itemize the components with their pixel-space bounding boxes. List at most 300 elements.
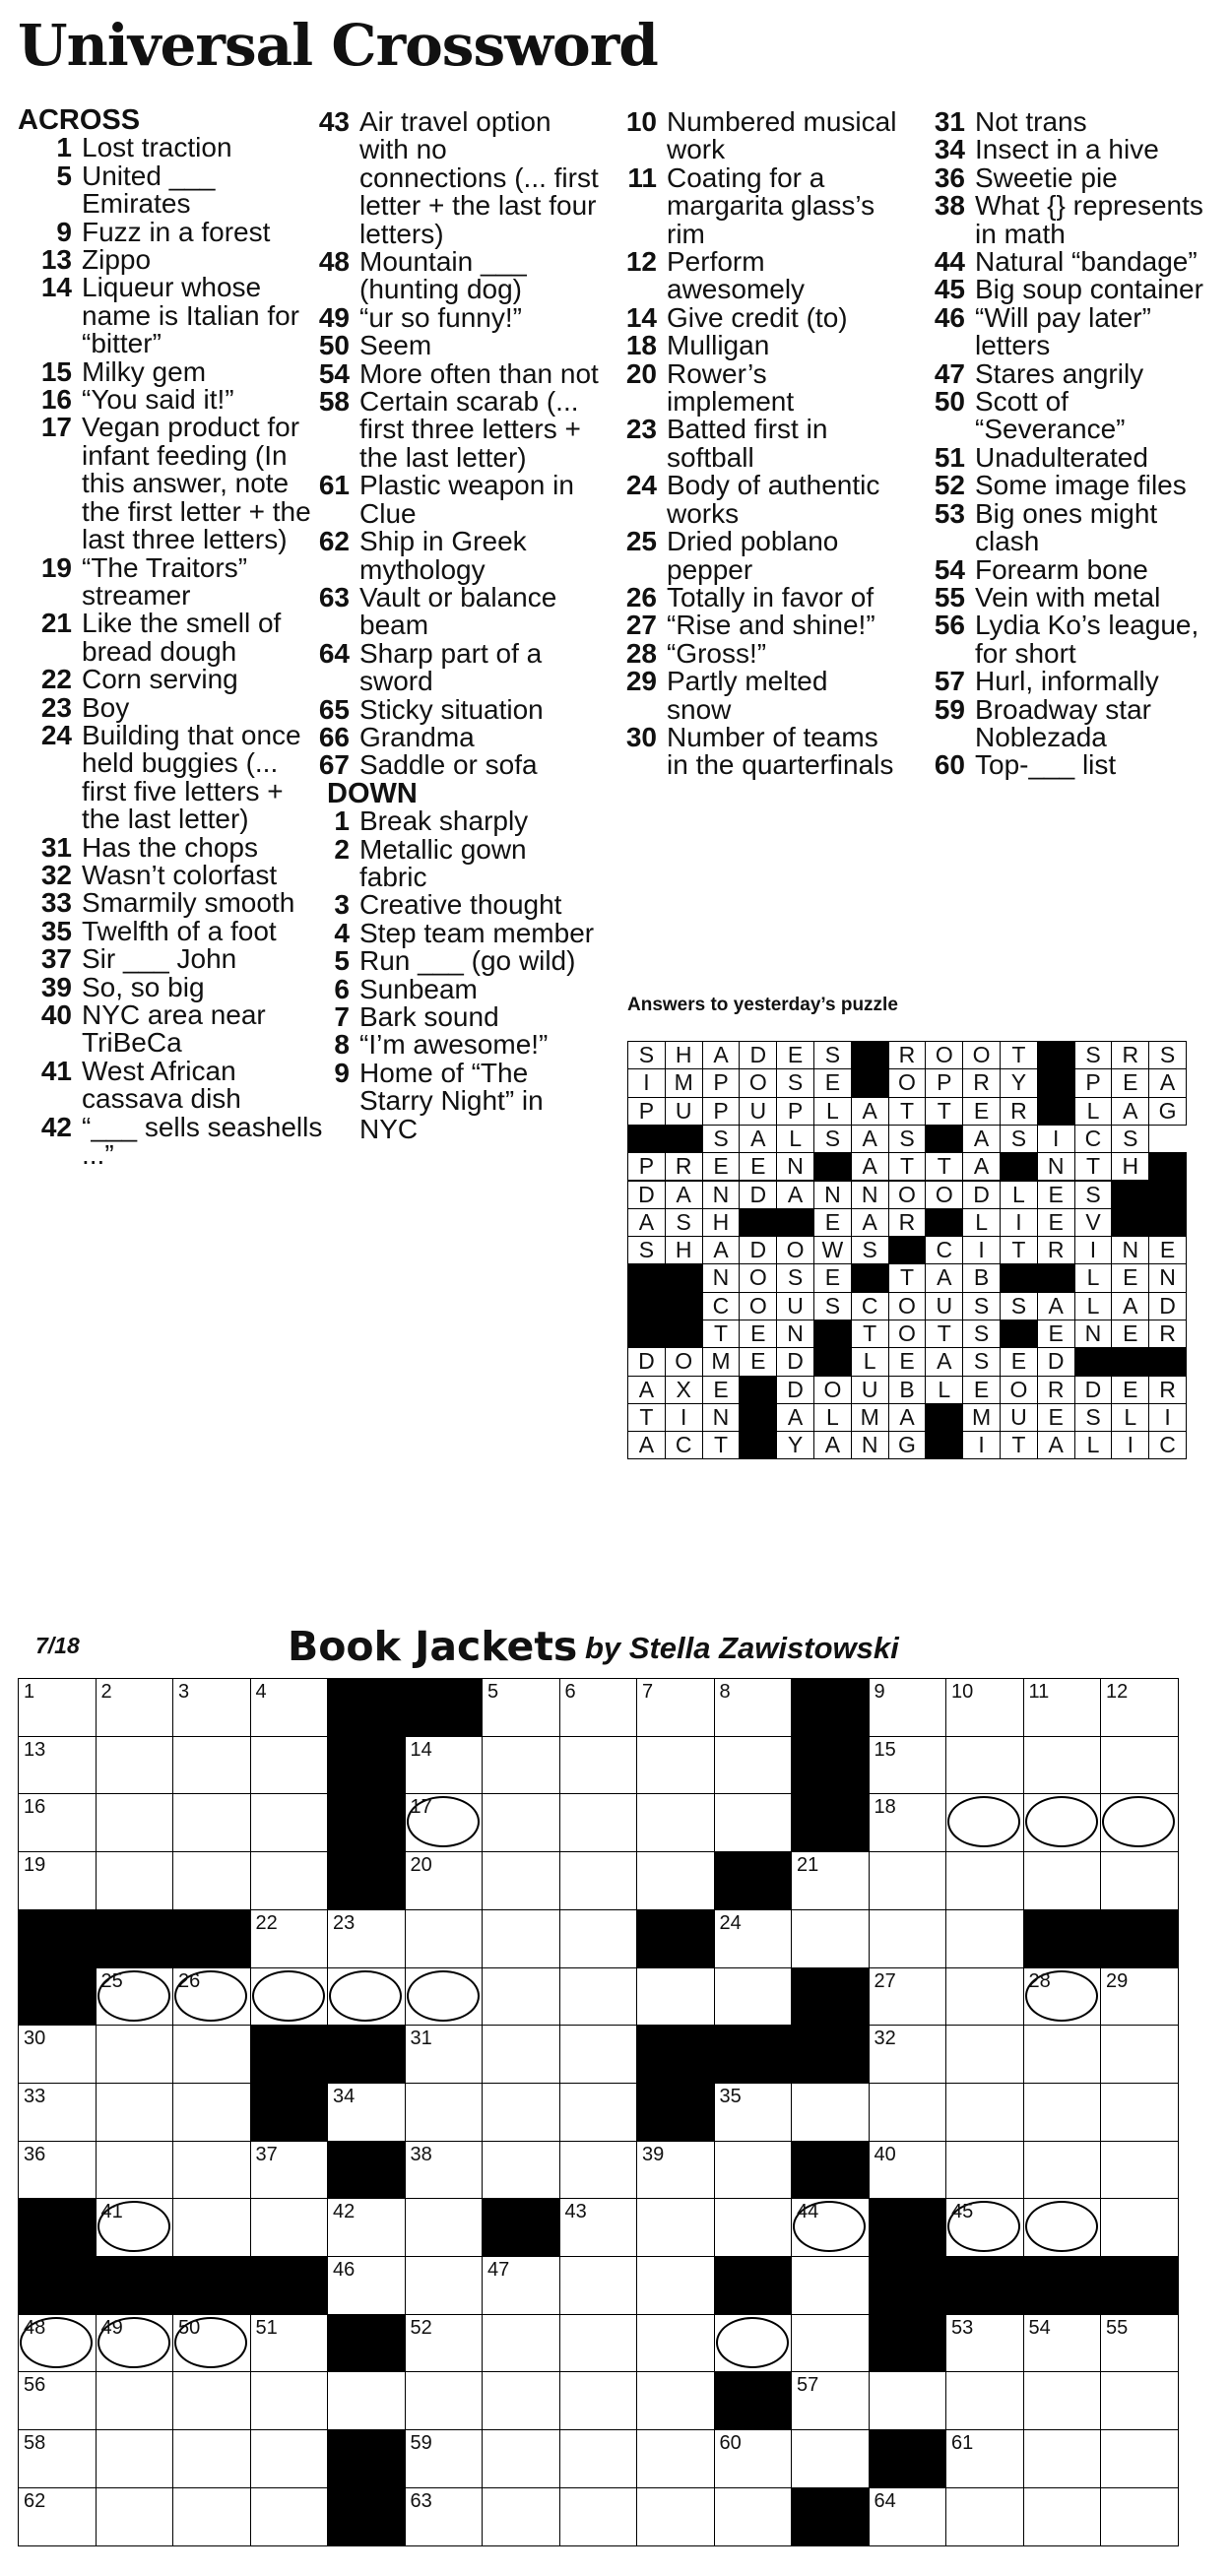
answer-cell: T [925,1152,963,1181]
across-clue [18,889,323,917]
down-clue [295,1057,601,1144]
grid-cell[interactable] [482,1736,560,1795]
grid-cell[interactable] [945,2025,1024,2084]
grid-cell[interactable] [869,2025,947,2084]
grid-cell[interactable] [1023,1967,1102,2027]
clue-number: 16 [40,384,72,416]
clue-number: 2 [334,833,350,865]
grid-cell[interactable] [405,2429,484,2488]
clue-text: Seem [359,330,432,361]
grid-cell[interactable] [172,2487,251,2546]
grid-cell[interactable] [1023,2025,1102,2084]
answer-cell: A [888,1403,927,1432]
clue-text: Natural “bandage” [975,246,1198,278]
answer-cell: O [925,1041,963,1069]
grid-cell[interactable] [18,2083,97,2142]
answer-cell: I [1037,1125,1075,1153]
grid-cell[interactable] [559,2314,638,2373]
answer-cell: E [1037,1403,1075,1432]
grid-cell[interactable] [869,2487,947,2546]
grid-cell[interactable] [96,2025,174,2084]
grid-cell[interactable] [482,1793,560,1852]
answer-cell: O [1000,1376,1038,1404]
clue-number: 38 [934,190,965,222]
grid-cell[interactable] [250,2371,329,2430]
cell-number: 22 [255,1911,278,1934]
grid-cell[interactable] [250,2314,329,2373]
grid-cell[interactable] [1023,2487,1102,2546]
clue-text: So, so big [82,971,205,1002]
answer-cell: L [1074,1292,1113,1320]
grid-cell[interactable] [250,1678,329,1737]
grid-cell[interactable] [714,1967,793,2027]
grid-cell[interactable] [1100,2198,1179,2257]
grid-cell[interactable] [559,2429,638,2488]
grid-cell[interactable] [405,1967,484,2027]
grid-cell[interactable] [791,2314,870,2373]
cell-number: 57 [797,2374,819,2397]
answer-cell: S [962,1292,1001,1320]
grid-cell[interactable] [482,1967,560,2027]
grid-cell[interactable] [482,2025,560,2084]
grid-cell[interactable] [945,2429,1024,2488]
grid-cell[interactable] [96,1967,174,2027]
answer-black-cell [813,1347,852,1376]
grid-cell[interactable] [559,2487,638,2546]
grid-cell[interactable] [1100,2314,1179,2373]
grid-cell[interactable] [96,1736,174,1795]
down-clue [911,612,1226,668]
grid-cell[interactable] [636,2256,715,2315]
grid-cell[interactable] [1023,2314,1102,2373]
grid-cell[interactable] [559,2083,638,2142]
cell-number: 30 [24,2028,46,2050]
answer-cell: A [851,1152,889,1181]
grid-cell[interactable] [405,2256,484,2315]
grid-cell[interactable] [405,2314,484,2373]
answer-cell: P [702,1097,741,1126]
grid-cell[interactable] [405,1736,484,1795]
across-clue [18,666,323,693]
grid-cell[interactable] [405,1909,484,1968]
grid-cell[interactable] [714,2141,793,2200]
black-square [636,1909,715,1968]
grid-cell[interactable] [1100,1851,1179,1910]
grid-cell[interactable] [96,2487,174,2546]
grid-cell[interactable] [482,2429,560,2488]
grid-cell[interactable] [791,1909,870,1968]
grid-cell[interactable] [945,1736,1024,1795]
grid-cell[interactable] [636,1793,715,1852]
answer-cell: L [813,1097,852,1126]
circle-mark [1025,2201,1098,2252]
clue-text: Milky gem [82,355,207,387]
answer-black-cell [1111,1347,1149,1376]
grid-cell[interactable] [1023,1793,1102,1852]
grid-cell[interactable] [172,1736,251,1795]
grid-cell[interactable] [482,1909,560,1968]
grid-cell[interactable] [1023,2083,1102,2142]
clue-number: 19 [40,551,72,583]
grid-cell[interactable] [172,2141,251,2200]
grid-cell[interactable] [327,2371,406,2430]
grid-cell[interactable] [172,1793,251,1852]
answer-cell: O [739,1292,777,1320]
grid-cell[interactable] [945,1851,1024,1910]
grid-cell[interactable] [791,2429,870,2488]
down-clue [911,136,1226,163]
answer-cell: N [1148,1263,1187,1292]
grid-cell[interactable] [250,1851,329,1910]
clue-text: Top-___ list [975,749,1117,781]
clue-number: 51 [934,441,965,473]
clue-text: “___ sells seashells ...” [82,1111,323,1171]
grid-cell[interactable] [172,2198,251,2257]
grid-cell[interactable] [405,2083,484,2142]
grid-cell[interactable] [869,1909,947,1968]
answer-cell: D [627,1347,666,1376]
grid-cell[interactable] [172,1851,251,1910]
grid-cell[interactable] [405,1793,484,1852]
grid-cell[interactable] [1023,2429,1102,2488]
clue-text: Metallic gown fabric [359,833,527,892]
grid-cell[interactable] [559,2025,638,2084]
answer-cell: O [665,1347,703,1376]
grid-cell[interactable] [714,1736,793,1795]
cell-number: 21 [797,1854,819,1877]
grid-cell[interactable] [636,1851,715,1910]
answer-cell: E [739,1347,777,1376]
black-square [18,2198,97,2257]
grid-cell[interactable] [1100,1967,1179,2027]
grid-cell[interactable] [1100,2371,1179,2430]
clue-number: 17 [40,412,72,443]
answer-cell: E [1111,1376,1149,1404]
cell-number: 64 [874,2489,896,2512]
grid-cell[interactable] [714,2487,793,2546]
grid-cell[interactable] [636,2371,715,2430]
grid-cell[interactable] [945,2198,1024,2257]
grid-cell[interactable] [96,1678,174,1737]
grid-cell[interactable] [636,1967,715,2027]
black-square [791,1793,870,1852]
down-clue [603,612,898,639]
grid-cell[interactable] [482,2371,560,2430]
answer-black-cell [888,1236,927,1264]
grid-cell[interactable] [714,1909,793,1968]
answer-cell: M [702,1347,741,1376]
grid-cell[interactable] [1100,2487,1179,2546]
grid-cell[interactable] [1100,1793,1179,1852]
grid-cell[interactable] [172,2371,251,2430]
down-clue [295,1031,601,1059]
grid-cell[interactable] [172,2025,251,2084]
clue-text: Vault or balance beam [359,581,557,641]
grid-cell[interactable] [250,1793,329,1852]
across-clue [295,332,601,359]
grid-cell[interactable] [945,1909,1024,1968]
clue-text: Creative thought [359,889,562,921]
grid-cell[interactable] [482,2314,560,2373]
grid-cell[interactable] [1100,2083,1179,2142]
grid-cell[interactable] [636,2429,715,2488]
grid-cell[interactable] [250,2429,329,2488]
grid-cell[interactable] [405,2371,484,2430]
grid-cell[interactable] [869,1967,947,2027]
grid-cell[interactable] [945,2487,1024,2546]
grid-cell[interactable] [559,1736,638,1795]
across-clue [18,386,323,414]
down-clue [295,833,601,892]
grid-cell[interactable] [18,2141,97,2200]
answer-cell: N [702,1181,741,1209]
answer-cell: S [665,1208,703,1237]
grid-cell[interactable] [18,1678,97,1737]
clue-number: 54 [934,553,965,585]
answer-cell: A [925,1347,963,1376]
grid-cell[interactable] [172,1678,251,1737]
grid-cell[interactable] [791,2256,870,2315]
clue-text: Vein with metal [975,581,1161,612]
answer-cell: R [665,1152,703,1181]
black-square [1023,2256,1102,2315]
grid-cell[interactable] [791,2371,870,2430]
circle-mark [716,2317,789,2368]
grid-cell[interactable] [1100,2429,1179,2488]
clue-number: 27 [625,610,657,641]
grid-cell[interactable] [482,2256,560,2315]
grid-cell[interactable] [1100,1736,1179,1795]
grid-cell[interactable] [945,2371,1024,2430]
grid-cell[interactable] [18,2371,97,2430]
grid-cell[interactable] [559,2141,638,2200]
clue-text: Zippo [82,244,152,276]
grid-cell[interactable] [172,2429,251,2488]
grid-cell[interactable] [96,2371,174,2430]
grid-cell[interactable] [250,2487,329,2546]
grid-cell[interactable] [945,2083,1024,2142]
grid-cell[interactable] [96,2429,174,2488]
answer-black-cell [925,1403,963,1432]
grid-cell[interactable] [714,1678,793,1737]
grid-cell[interactable] [791,2198,870,2257]
grid-cell[interactable] [172,1967,251,2027]
grid-cell[interactable] [636,2314,715,2373]
grid-cell[interactable] [18,2314,97,2373]
grid-cell[interactable] [869,2083,947,2142]
grid-cell[interactable] [96,2314,174,2373]
grid-cell[interactable] [405,2198,484,2257]
black-square [869,2256,947,2315]
answer-cell: O [888,1068,927,1097]
grid-cell[interactable] [559,2256,638,2315]
grid-cell[interactable] [714,2314,793,2373]
answer-black-cell [1000,1152,1038,1181]
clue-text: Mountain ___ (hunting dog) [359,246,527,305]
answer-cell: S [813,1292,852,1320]
clue-text: Building that once held buggies (... first five letters + the last letter) [82,719,301,835]
grid-cell[interactable] [405,1851,484,1910]
grid-cell[interactable] [714,2198,793,2257]
grid-cell[interactable] [250,1736,329,1795]
grid-cell[interactable] [482,1678,560,1737]
grid-cell[interactable] [1100,1678,1179,1737]
clue-number: 31 [934,106,965,137]
answer-cell: S [962,1320,1001,1348]
grid-cell[interactable] [945,1678,1024,1737]
grid-cell[interactable] [18,1851,97,1910]
grid-cell[interactable] [636,1736,715,1795]
grid-cell[interactable] [559,2198,638,2257]
grid-cell[interactable] [482,2487,560,2546]
answer-cell: D [776,1376,814,1404]
grid-cell[interactable] [945,2314,1024,2373]
answer-cell: E [739,1152,777,1181]
answer-black-cell [1000,1263,1038,1292]
grid-cell[interactable] [636,2141,715,2200]
grid-cell[interactable] [1023,1736,1102,1795]
grid-cell[interactable] [96,2141,174,2200]
grid-cell[interactable] [172,2314,251,2373]
grid-cell[interactable] [18,2025,97,2084]
grid-cell[interactable] [1100,2141,1179,2200]
clue-number: 9 [334,1057,350,1088]
across-column-2 [295,108,601,1143]
grid-cell[interactable] [96,2198,174,2257]
circle-mark [1025,1796,1098,1847]
grid-cell[interactable] [250,2141,329,2200]
grid-cell[interactable] [869,1793,947,1852]
grid-cell[interactable] [945,2141,1024,2200]
black-square [18,1967,97,2027]
grid-cell[interactable] [1023,1678,1102,1737]
answer-cell: S [962,1347,1001,1376]
clue-number: 21 [40,608,72,639]
grid-cell[interactable] [869,1678,947,1737]
grid-cell[interactable] [18,1736,97,1795]
clue-text: Home of “The Starry Night” in NYC [359,1057,544,1144]
grid-cell[interactable] [327,2083,406,2142]
answer-cell: A [627,1431,666,1459]
down-clue [911,108,1226,136]
grid-cell[interactable] [1023,2141,1102,2200]
grid-cell[interactable] [1023,1851,1102,1910]
clue-text: Batted first in softball [667,414,828,473]
grid-cell[interactable] [791,2083,870,2142]
black-square [250,2083,329,2142]
grid-cell[interactable] [714,1793,793,1852]
answer-cell: T [1000,1041,1038,1069]
answer-cell: Y [776,1431,814,1459]
grid-cell[interactable] [482,2141,560,2200]
grid-cell[interactable] [636,2487,715,2546]
grid-cell[interactable] [636,2198,715,2257]
grid-cell[interactable] [405,2141,484,2200]
answer-cell: P [627,1097,666,1126]
black-square [327,1736,406,1795]
answer-black-cell [739,1403,777,1432]
grid-cell[interactable] [18,1793,97,1852]
grid-cell[interactable] [96,1793,174,1852]
clue-text: Stares angrily [975,357,1144,389]
answer-cell: S [1074,1181,1113,1209]
grid-cell[interactable] [714,2429,793,2488]
grid-cell[interactable] [1023,2371,1102,2430]
answer-black-cell [1037,1068,1075,1097]
clue-text: Vegan product for infant feeding (In this answer, note the first letter + the last three letters) [82,412,311,555]
grid-cell[interactable] [559,1678,638,1737]
grid-cell[interactable] [559,1909,638,1968]
black-square [869,2198,947,2257]
across-clue [18,915,323,946]
grid-cell[interactable] [18,2429,97,2488]
grid-cell[interactable] [945,1793,1024,1852]
grid-cell[interactable] [405,2025,484,2084]
grid-cell[interactable] [869,2141,947,2200]
grid-cell[interactable] [869,1736,947,1795]
answer-cell: E [1111,1320,1149,1348]
grid-cell[interactable] [327,2256,406,2315]
grid-cell[interactable] [96,2083,174,2142]
grid-cell[interactable] [250,1909,329,1968]
grid-cell[interactable] [405,2487,484,2546]
answer-cell: A [1037,1292,1075,1320]
answer-cell: S [1111,1125,1149,1153]
down-clue [911,248,1226,276]
grid-cell[interactable] [1100,2025,1179,2084]
cell-number: 63 [410,2489,432,2512]
grid-cell[interactable] [250,2198,329,2257]
grid-cell[interactable] [559,1851,638,1910]
clue-text: Corn serving [82,664,238,695]
grid-cell[interactable] [945,1967,1024,2027]
grid-cell[interactable] [327,2198,406,2257]
grid-cell[interactable] [559,2371,638,2430]
answer-black-cell [813,1152,852,1181]
black-square [791,1967,870,2027]
clue-number: 23 [40,691,72,723]
answer-cell: R [888,1208,927,1237]
black-square [96,1909,174,1968]
clue-text: Mulligan [667,330,770,361]
clue-text: Air travel option with no connections (... first letter + the last four letters) [359,106,599,249]
grid-cell[interactable] [559,1967,638,2027]
answer-cell: A [1111,1292,1149,1320]
grid-cell[interactable] [327,1967,406,2027]
grid-cell[interactable] [250,1967,329,2027]
clue-text: “The Traitors” streamer [82,551,248,611]
grid-cell[interactable] [327,1909,406,1968]
grid-cell[interactable] [714,2083,793,2142]
cell-number: 42 [333,2201,356,2223]
grid-cell[interactable] [1023,2198,1102,2257]
clue-text: Some image files [975,470,1187,501]
grid-cell[interactable] [559,1793,638,1852]
grid-cell[interactable] [96,1851,174,1910]
grid-cell[interactable] [172,2083,251,2142]
grid-cell[interactable] [791,1851,870,1910]
answer-cell: T [627,1403,666,1432]
cell-number: 46 [333,2259,356,2281]
cell-number: 5 [487,1681,499,1703]
grid-cell[interactable] [636,1678,715,1737]
grid-cell[interactable] [869,1851,947,1910]
clue-number: 47 [934,357,965,389]
grid-cell[interactable] [18,2487,97,2546]
grid-cell[interactable] [869,2371,947,2430]
grid-cell[interactable] [482,2083,560,2142]
grid-cell[interactable] [482,1851,560,1910]
